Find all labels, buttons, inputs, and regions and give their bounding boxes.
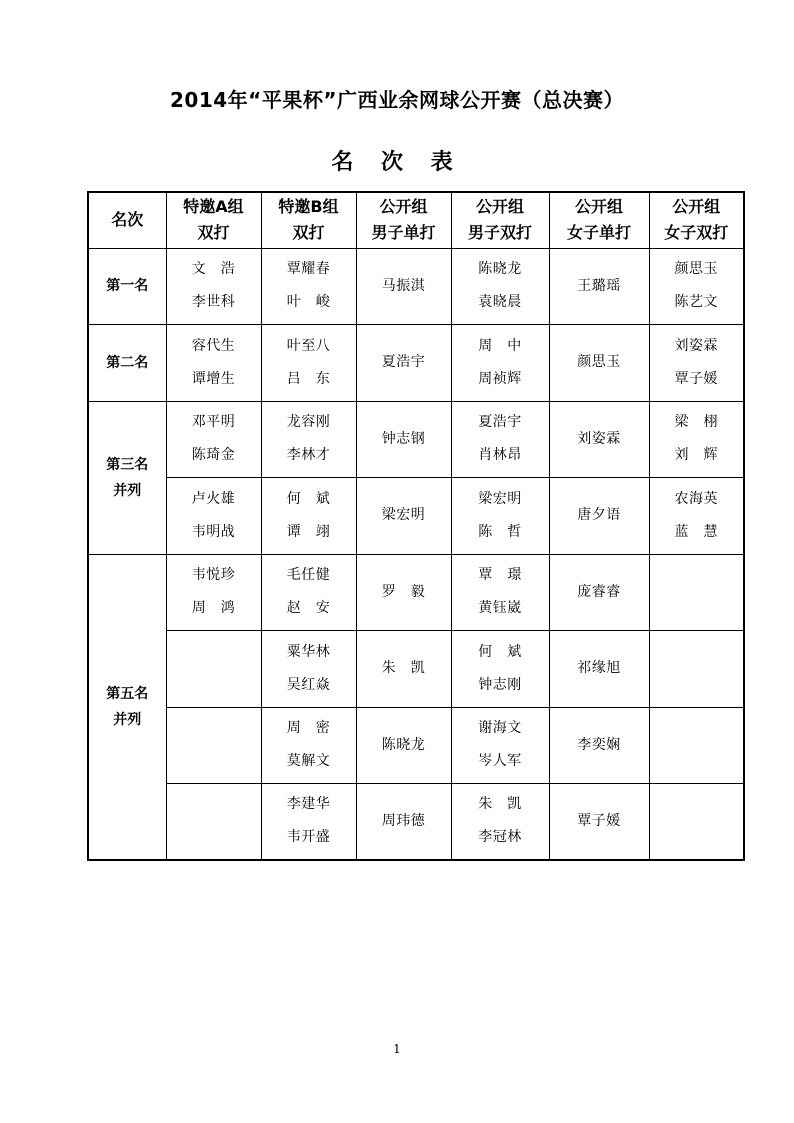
player-name: 李奕娴 bbox=[577, 736, 621, 753]
player-cell bbox=[261, 554, 356, 630]
player-name: 李冠林 bbox=[478, 829, 522, 846]
empty-cell bbox=[649, 707, 744, 783]
player-name: 陈 哲 bbox=[478, 523, 522, 540]
player-cell bbox=[451, 707, 549, 783]
player-name: 梁宏明 bbox=[381, 507, 426, 523]
table-row bbox=[88, 783, 744, 860]
header-row bbox=[88, 192, 744, 248]
player-cell bbox=[166, 248, 261, 324]
player-name: 容代生 bbox=[191, 337, 236, 354]
player-name: 覃耀春 bbox=[286, 261, 331, 277]
header-invite-a-doubles: 特邀A组 双打 bbox=[166, 192, 261, 248]
player-name: 韦悦珍 bbox=[191, 567, 236, 583]
rank-label-first: 第一名 bbox=[88, 248, 166, 324]
player-cell bbox=[261, 707, 356, 783]
player-name: 唐夕语 bbox=[577, 507, 621, 523]
player-name: 覃 璟 bbox=[478, 567, 522, 583]
player-cell bbox=[649, 248, 744, 324]
table-row bbox=[88, 630, 744, 707]
player-name: 朱 凯 bbox=[478, 796, 522, 813]
player-cell bbox=[549, 707, 649, 783]
player-name: 谭增生 bbox=[191, 370, 236, 387]
player-cell bbox=[356, 324, 451, 401]
empty-cell bbox=[166, 783, 261, 860]
player-name: 龙容刚 bbox=[286, 414, 331, 430]
header-rank: 名次 bbox=[88, 192, 166, 248]
header-open-mens-doubles: 公开组 男子双打 bbox=[451, 192, 549, 248]
player-name: 周 鸿 bbox=[191, 600, 236, 616]
table-row bbox=[88, 248, 744, 324]
table-row bbox=[88, 324, 744, 401]
player-name: 叶至八 bbox=[286, 337, 331, 354]
player-cell bbox=[549, 554, 649, 630]
empty-cell bbox=[649, 630, 744, 707]
player-name: 刘姿霖 bbox=[577, 430, 621, 447]
player-name: 颜思玉 bbox=[674, 261, 718, 277]
player-name: 陈晓龙 bbox=[478, 261, 522, 277]
player-cell bbox=[261, 783, 356, 860]
player-cell bbox=[649, 401, 744, 477]
player-name: 李林才 bbox=[286, 447, 331, 463]
player-cell bbox=[549, 477, 649, 554]
header-invite-b-doubles: 特邀B组 双打 bbox=[261, 192, 356, 248]
player-name: 赵 安 bbox=[286, 600, 331, 616]
player-cell bbox=[451, 554, 549, 630]
table-row bbox=[88, 554, 744, 630]
player-name: 李世科 bbox=[191, 294, 236, 310]
player-cell bbox=[451, 477, 549, 554]
player-name: 李建华 bbox=[286, 796, 331, 813]
table-row bbox=[88, 477, 744, 554]
player-cell bbox=[261, 630, 356, 707]
player-cell bbox=[261, 401, 356, 477]
player-cell bbox=[649, 477, 744, 554]
header-open-womens-doubles: 公开组 女子双打 bbox=[649, 192, 744, 248]
player-cell bbox=[166, 324, 261, 401]
player-cell bbox=[356, 707, 451, 783]
player-cell bbox=[451, 630, 549, 707]
player-name: 梁 栩 bbox=[674, 414, 718, 430]
header-open-womens-singles: 公开组 女子单打 bbox=[549, 192, 649, 248]
empty-cell bbox=[649, 554, 744, 630]
player-cell bbox=[549, 630, 649, 707]
player-name: 夏浩宇 bbox=[478, 414, 522, 430]
player-name: 覃子媛 bbox=[674, 370, 718, 387]
player-name: 吕 东 bbox=[286, 370, 331, 387]
player-name: 陈琦金 bbox=[191, 447, 236, 463]
rank-label-second: 第二名 bbox=[88, 324, 166, 401]
player-name: 庞睿睿 bbox=[577, 583, 621, 600]
rank-label-third: 第三名 并列 bbox=[88, 401, 166, 554]
player-cell bbox=[549, 248, 649, 324]
table-row bbox=[88, 401, 744, 477]
player-name: 岑人军 bbox=[478, 753, 522, 769]
player-name: 邓平明 bbox=[191, 414, 236, 430]
player-name: 蓝 慧 bbox=[674, 523, 718, 540]
player-cell bbox=[451, 401, 549, 477]
player-name: 钟志钢 bbox=[381, 430, 426, 447]
player-cell bbox=[451, 324, 549, 401]
player-cell bbox=[549, 783, 649, 860]
player-name: 粟华林 bbox=[286, 643, 331, 660]
player-name: 罗 毅 bbox=[381, 583, 426, 600]
player-name: 梁宏明 bbox=[478, 490, 522, 507]
player-name: 刘姿霖 bbox=[674, 337, 718, 354]
player-name: 夏浩宇 bbox=[381, 354, 426, 370]
table-title: 名 次 表 bbox=[331, 150, 463, 175]
player-name: 袁晓晨 bbox=[478, 294, 522, 310]
player-cell bbox=[356, 248, 451, 324]
player-name: 周 密 bbox=[286, 720, 331, 736]
player-cell bbox=[166, 554, 261, 630]
player-cell bbox=[549, 324, 649, 401]
table-row bbox=[88, 707, 744, 783]
player-name: 农海英 bbox=[674, 490, 718, 507]
player-name: 吴红焱 bbox=[286, 676, 331, 693]
page-title: 2014年“平果杯”广西业余网球公开赛（总决赛） bbox=[170, 88, 624, 112]
player-name: 周 中 bbox=[478, 337, 522, 354]
player-name: 文 浩 bbox=[191, 261, 236, 277]
player-name: 陈晓龙 bbox=[381, 736, 426, 753]
player-name: 韦明战 bbox=[191, 523, 236, 540]
player-cell bbox=[649, 324, 744, 401]
player-cell bbox=[356, 477, 451, 554]
page-number: 1 bbox=[393, 1042, 401, 1056]
player-name: 覃子媛 bbox=[577, 812, 621, 829]
player-name: 陈艺文 bbox=[674, 294, 718, 310]
empty-cell bbox=[649, 783, 744, 860]
header-open-mens-singles: 公开组 男子单打 bbox=[356, 192, 451, 248]
player-name: 叶 峻 bbox=[286, 294, 331, 310]
player-cell bbox=[356, 401, 451, 477]
player-cell bbox=[356, 783, 451, 860]
player-name: 何 斌 bbox=[478, 643, 522, 660]
player-name: 肖林昂 bbox=[478, 447, 522, 463]
player-cell bbox=[356, 630, 451, 707]
empty-cell bbox=[166, 630, 261, 707]
player-name: 周玮德 bbox=[381, 812, 426, 829]
player-name: 谢海文 bbox=[478, 720, 522, 736]
ranking-table bbox=[87, 191, 745, 861]
player-cell bbox=[549, 401, 649, 477]
player-cell bbox=[356, 554, 451, 630]
player-name: 谭 翊 bbox=[286, 523, 331, 540]
player-name: 祁缘旭 bbox=[577, 660, 621, 676]
player-name: 周祯辉 bbox=[478, 370, 522, 387]
player-cell bbox=[166, 401, 261, 477]
player-cell bbox=[261, 248, 356, 324]
rank-label-fifth: 第五名 并列 bbox=[88, 554, 166, 860]
empty-cell bbox=[166, 707, 261, 783]
player-cell bbox=[451, 783, 549, 860]
player-cell bbox=[166, 477, 261, 554]
player-name: 颜思玉 bbox=[577, 354, 621, 370]
player-name: 韦开盛 bbox=[286, 829, 331, 846]
player-cell bbox=[261, 477, 356, 554]
player-cell bbox=[451, 248, 549, 324]
player-name: 卢火雄 bbox=[191, 490, 236, 507]
player-name: 毛任健 bbox=[286, 567, 331, 583]
player-name: 何 斌 bbox=[286, 490, 331, 507]
player-name: 莫解文 bbox=[286, 753, 331, 769]
player-name: 马振淇 bbox=[381, 277, 426, 294]
player-name: 钟志刚 bbox=[478, 676, 522, 693]
player-name: 王璐瑶 bbox=[577, 277, 621, 294]
player-cell bbox=[261, 324, 356, 401]
player-name: 朱 凯 bbox=[381, 660, 426, 676]
player-name: 黄钰崴 bbox=[478, 600, 522, 616]
player-name: 刘 辉 bbox=[674, 447, 718, 463]
